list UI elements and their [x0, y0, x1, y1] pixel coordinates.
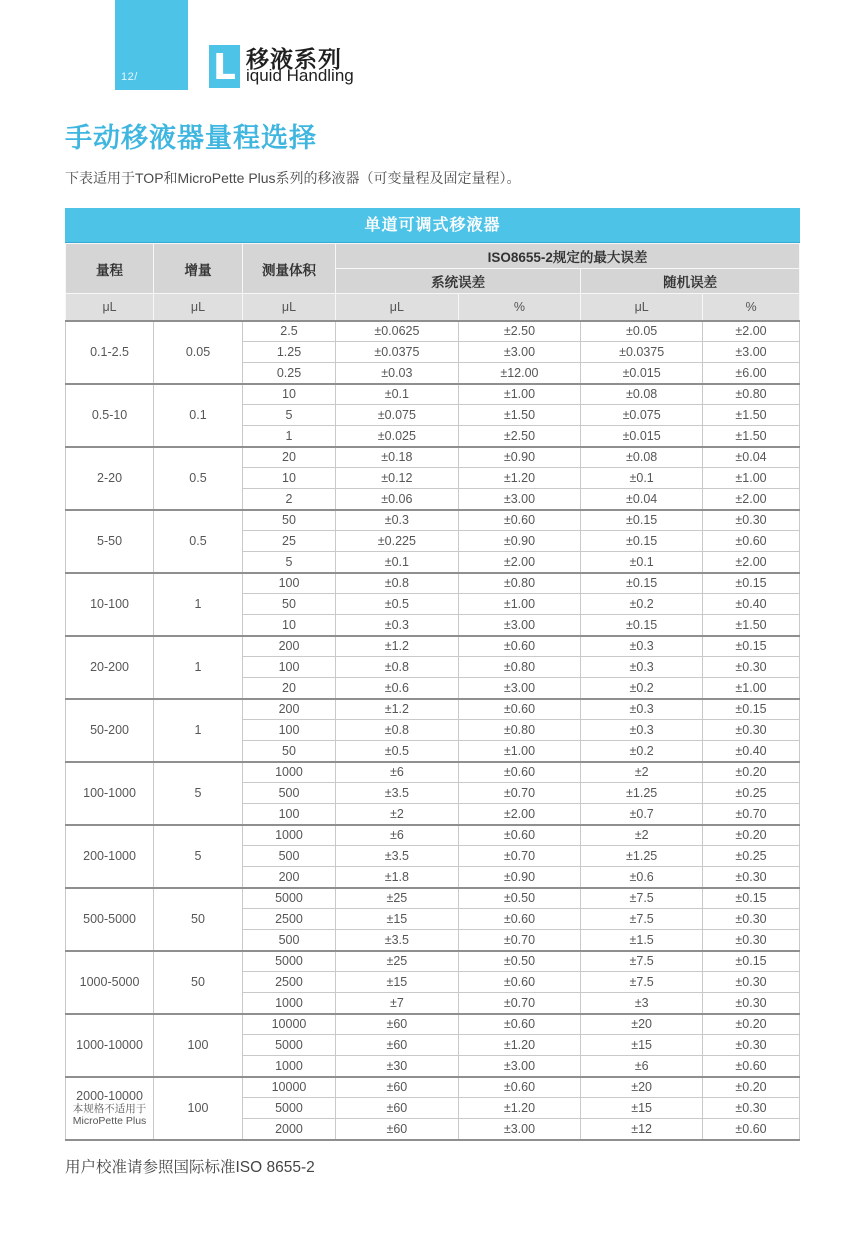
sys-error-ul-cell: ±0.03: [336, 363, 459, 384]
range-group: [66, 762, 800, 825]
sys-error-pct-cell: ±0.80: [458, 657, 581, 678]
sys-error-ul-cell: ±60: [336, 1014, 459, 1035]
sys-error-ul-cell: ±60: [336, 1035, 459, 1056]
volume-cell: 10: [242, 615, 335, 636]
sys-error-pct-cell: ±3.00: [458, 342, 581, 363]
sys-error-ul-cell: ±0.8: [336, 657, 459, 678]
sys-error-ul-cell: ±0.8: [336, 573, 459, 594]
sys-error-pct-cell: ±0.90: [458, 447, 581, 468]
series-title-cn: 移液系列: [246, 46, 342, 72]
sys-error-pct-cell: ±0.60: [458, 1014, 581, 1035]
rand-error-ul-cell: ±12: [581, 1119, 703, 1140]
sys-error-ul-cell: ±0.18: [336, 447, 459, 468]
rand-error-ul-cell: ±2: [581, 825, 703, 846]
table-row: [66, 321, 800, 342]
volume-cell: 10: [242, 384, 335, 405]
rand-error-ul-cell: ±20: [581, 1077, 703, 1098]
sys-error-pct-cell: ±0.70: [458, 783, 581, 804]
brand-logo-square: [115, 0, 188, 90]
range-cell: 0.5-10: [66, 384, 154, 447]
col-header-systematic: 系统误差: [336, 269, 581, 294]
rand-error-ul-cell: ±0.1: [581, 552, 703, 573]
rand-error-ul-cell: ±7.5: [581, 909, 703, 930]
series-title-en: iquid Handling: [246, 66, 354, 85]
rand-error-ul-cell: ±1.25: [581, 846, 703, 867]
rand-error-pct-cell: ±0.15: [703, 636, 800, 657]
range-group: [66, 699, 800, 762]
volume-cell: 50: [242, 594, 335, 615]
rand-error-pct-cell: ±0.15: [703, 888, 800, 909]
increment-cell: 1: [154, 573, 243, 636]
table-row: [66, 825, 800, 846]
sys-error-ul-cell: ±0.5: [336, 741, 459, 762]
increment-cell: 1: [154, 636, 243, 699]
volume-cell: 100: [242, 657, 335, 678]
rand-error-pct-cell: ±0.30: [703, 510, 800, 531]
rand-error-pct-cell: ±0.60: [703, 531, 800, 552]
unit-cell: %: [703, 294, 800, 321]
range-group: [66, 1077, 800, 1140]
sys-error-pct-cell: ±0.70: [458, 993, 581, 1014]
volume-cell: 20: [242, 447, 335, 468]
volume-cell: 500: [242, 846, 335, 867]
rand-error-pct-cell: ±0.80: [703, 384, 800, 405]
volume-cell: 0.25: [242, 363, 335, 384]
range-cell: 0.1-2.5: [66, 321, 154, 384]
rand-error-ul-cell: ±0.3: [581, 636, 703, 657]
rand-error-pct-cell: ±0.30: [703, 657, 800, 678]
rand-error-pct-cell: ±0.15: [703, 699, 800, 720]
spec-table-wrap: [65, 208, 800, 1141]
sys-error-pct-cell: ±0.60: [458, 972, 581, 993]
volume-cell: 50: [242, 510, 335, 531]
volume-cell: 200: [242, 867, 335, 888]
increment-cell: 0.05: [154, 321, 243, 384]
increment-cell: 0.5: [154, 447, 243, 510]
footer-note: 用户校准请参照国际标准ISO 8655-2: [65, 1158, 315, 1176]
increment-cell: 1: [154, 699, 243, 762]
rand-error-ul-cell: ±15: [581, 1035, 703, 1056]
increment-cell: 100: [154, 1077, 243, 1140]
rand-error-ul-cell: ±3: [581, 993, 703, 1014]
range-cell: 1000-10000: [66, 1014, 154, 1077]
header-row-1: [66, 244, 800, 269]
range-group: [66, 1014, 800, 1077]
sys-error-pct-cell: ±1.20: [458, 1098, 581, 1119]
sys-error-pct-cell: ±3.00: [458, 1056, 581, 1077]
range-cell: 10-100: [66, 573, 154, 636]
volume-cell: 200: [242, 699, 335, 720]
sys-error-pct-cell: ±1.20: [458, 1035, 581, 1056]
sys-error-pct-cell: ±2.00: [458, 804, 581, 825]
rand-error-pct-cell: ±1.50: [703, 615, 800, 636]
rand-error-pct-cell: ±0.70: [703, 804, 800, 825]
range-group: [66, 636, 800, 699]
page-number: 12/: [121, 71, 138, 83]
range-cell: 5-50: [66, 510, 154, 573]
sys-error-pct-cell: ±1.20: [458, 468, 581, 489]
table-row: [66, 888, 800, 909]
rand-error-ul-cell: ±0.075: [581, 405, 703, 426]
rand-error-ul-cell: ±1.5: [581, 930, 703, 951]
rand-error-pct-cell: ±0.20: [703, 762, 800, 783]
rand-error-pct-cell: ±2.00: [703, 321, 800, 342]
increment-cell: 5: [154, 825, 243, 888]
table-row: [66, 762, 800, 783]
rand-error-ul-cell: ±0.15: [581, 510, 703, 531]
increment-cell: 50: [154, 888, 243, 951]
sys-error-ul-cell: ±0.06: [336, 489, 459, 510]
range-group: [66, 510, 800, 573]
rand-error-pct-cell: ±0.40: [703, 741, 800, 762]
unit-cell: μL: [66, 294, 154, 321]
increment-cell: 0.1: [154, 384, 243, 447]
volume-cell: 5000: [242, 1098, 335, 1119]
brand-l-icon: [209, 45, 240, 88]
sys-error-pct-cell: ±0.60: [458, 510, 581, 531]
rand-error-ul-cell: ±7.5: [581, 888, 703, 909]
volume-cell: 1000: [242, 825, 335, 846]
range-group: [66, 321, 800, 384]
volume-cell: 2: [242, 489, 335, 510]
volume-cell: 25: [242, 531, 335, 552]
sys-error-pct-cell: ±12.00: [458, 363, 581, 384]
increment-cell: 50: [154, 951, 243, 1014]
range-cell: 50-200: [66, 699, 154, 762]
rand-error-pct-cell: ±0.04: [703, 447, 800, 468]
col-header-range: 量程: [66, 244, 154, 294]
rand-error-ul-cell: ±0.1: [581, 468, 703, 489]
rand-error-ul-cell: ±0.2: [581, 741, 703, 762]
rand-error-pct-cell: ±0.40: [703, 594, 800, 615]
sys-error-pct-cell: ±0.60: [458, 699, 581, 720]
table-row: [66, 636, 800, 657]
rand-error-ul-cell: ±0.3: [581, 720, 703, 741]
rand-error-pct-cell: ±0.30: [703, 1035, 800, 1056]
sys-error-ul-cell: ±15: [336, 972, 459, 993]
rand-error-pct-cell: ±0.60: [703, 1056, 800, 1077]
volume-cell: 2500: [242, 972, 335, 993]
range-cell: 500-5000: [66, 888, 154, 951]
rand-error-ul-cell: ±7.5: [581, 951, 703, 972]
brand-l-letter: L: [213, 47, 236, 88]
volume-cell: 10000: [242, 1014, 335, 1035]
rand-error-ul-cell: ±0.15: [581, 531, 703, 552]
sys-error-pct-cell: ±0.60: [458, 825, 581, 846]
table-row: [66, 510, 800, 531]
volume-cell: 20: [242, 678, 335, 699]
volume-cell: 100: [242, 720, 335, 741]
range-cell: 200-1000: [66, 825, 154, 888]
volume-cell: 500: [242, 783, 335, 804]
increment-cell: 100: [154, 1014, 243, 1077]
page-title: 手动移液器量程选择: [65, 123, 317, 153]
sys-error-ul-cell: ±2: [336, 804, 459, 825]
rand-error-ul-cell: ±0.08: [581, 384, 703, 405]
table-row: [66, 1077, 800, 1098]
sys-error-ul-cell: ±1.8: [336, 867, 459, 888]
rand-error-pct-cell: ±0.15: [703, 573, 800, 594]
units-row: [66, 294, 800, 321]
col-header-volume: 测量体积: [242, 244, 335, 294]
range-cell: 100-1000: [66, 762, 154, 825]
sys-error-ul-cell: ±0.075: [336, 405, 459, 426]
rand-error-pct-cell: ±0.30: [703, 720, 800, 741]
sys-error-ul-cell: ±0.6: [336, 678, 459, 699]
range-group: [66, 384, 800, 447]
rand-error-ul-cell: ±1.25: [581, 783, 703, 804]
sys-error-ul-cell: ±0.3: [336, 615, 459, 636]
rand-error-ul-cell: ±0.3: [581, 657, 703, 678]
sys-error-ul-cell: ±0.0625: [336, 321, 459, 342]
col-header-increment: 增量: [154, 244, 243, 294]
sys-error-ul-cell: ±60: [336, 1119, 459, 1140]
sys-error-ul-cell: ±0.5: [336, 594, 459, 615]
rand-error-pct-cell: ±0.30: [703, 972, 800, 993]
spec-table: [65, 243, 800, 1141]
range-cell: 2000-10000 本规格不适用于 MicroPette Plus: [66, 1077, 154, 1140]
sys-error-ul-cell: ±3.5: [336, 846, 459, 867]
range-cell: 20-200: [66, 636, 154, 699]
sys-error-ul-cell: ±60: [336, 1098, 459, 1119]
rand-error-pct-cell: ±2.00: [703, 489, 800, 510]
rand-error-ul-cell: ±0.6: [581, 867, 703, 888]
range-group: [66, 447, 800, 510]
sys-error-pct-cell: ±3.00: [458, 1119, 581, 1140]
sys-error-ul-cell: ±3.5: [336, 783, 459, 804]
sys-error-pct-cell: ±2.50: [458, 426, 581, 447]
table-row: [66, 699, 800, 720]
sys-error-pct-cell: ±3.00: [458, 678, 581, 699]
range-group: [66, 825, 800, 888]
increment-cell: 5: [154, 762, 243, 825]
rand-error-pct-cell: ±0.20: [703, 1077, 800, 1098]
range-cell: 2-20: [66, 447, 154, 510]
table-row: [66, 951, 800, 972]
unit-cell: %: [458, 294, 581, 321]
rand-error-pct-cell: ±6.00: [703, 363, 800, 384]
unit-cell: μL: [336, 294, 459, 321]
volume-cell: 5000: [242, 888, 335, 909]
volume-cell: 50: [242, 741, 335, 762]
sys-error-pct-cell: ±0.50: [458, 888, 581, 909]
volume-cell: 1.25: [242, 342, 335, 363]
sys-error-pct-cell: ±0.60: [458, 909, 581, 930]
rand-error-ul-cell: ±15: [581, 1098, 703, 1119]
sys-error-pct-cell: ±0.70: [458, 846, 581, 867]
sys-error-pct-cell: ±3.00: [458, 489, 581, 510]
rand-error-ul-cell: ±0.015: [581, 363, 703, 384]
rand-error-ul-cell: ±20: [581, 1014, 703, 1035]
unit-cell: μL: [581, 294, 703, 321]
sys-error-pct-cell: ±0.90: [458, 867, 581, 888]
increment-cell: 0.5: [154, 510, 243, 573]
rand-error-pct-cell: ±1.50: [703, 405, 800, 426]
rand-error-ul-cell: ±0.04: [581, 489, 703, 510]
sys-error-ul-cell: ±30: [336, 1056, 459, 1077]
table-row: [66, 1014, 800, 1035]
sys-error-pct-cell: ±1.50: [458, 405, 581, 426]
sys-error-ul-cell: ±0.225: [336, 531, 459, 552]
col-header-iso: ISO8655-2规定的最大误差: [336, 244, 800, 269]
sys-error-ul-cell: ±7: [336, 993, 459, 1014]
rand-error-pct-cell: ±0.30: [703, 867, 800, 888]
sys-error-pct-cell: ±0.70: [458, 930, 581, 951]
volume-cell: 10000: [242, 1077, 335, 1098]
rand-error-ul-cell: ±0.015: [581, 426, 703, 447]
sys-error-ul-cell: ±3.5: [336, 930, 459, 951]
rand-error-ul-cell: ±6: [581, 1056, 703, 1077]
range-cell: 1000-5000: [66, 951, 154, 1014]
unit-cell: μL: [242, 294, 335, 321]
volume-cell: 1000: [242, 1056, 335, 1077]
sys-error-pct-cell: ±0.60: [458, 1077, 581, 1098]
range-group: [66, 888, 800, 951]
sys-error-ul-cell: ±1.2: [336, 699, 459, 720]
sys-error-ul-cell: ±6: [336, 762, 459, 783]
rand-error-pct-cell: ±1.00: [703, 468, 800, 489]
rand-error-ul-cell: ±0.0375: [581, 342, 703, 363]
sys-error-ul-cell: ±0.025: [336, 426, 459, 447]
volume-cell: 1000: [242, 993, 335, 1014]
volume-cell: 1000: [242, 762, 335, 783]
sys-error-pct-cell: ±0.90: [458, 531, 581, 552]
volume-cell: 5000: [242, 951, 335, 972]
rand-error-ul-cell: ±0.15: [581, 573, 703, 594]
rand-error-pct-cell: ±0.30: [703, 930, 800, 951]
sys-error-ul-cell: ±0.8: [336, 720, 459, 741]
page-subtitle: 下表适用于TOP和MicroPette Plus系列的移液器（可变量程及固定量程）。: [65, 170, 521, 186]
rand-error-ul-cell: ±7.5: [581, 972, 703, 993]
rand-error-pct-cell: ±0.30: [703, 1098, 800, 1119]
rand-error-ul-cell: ±0.08: [581, 447, 703, 468]
rand-error-ul-cell: ±0.05: [581, 321, 703, 342]
volume-cell: 1: [242, 426, 335, 447]
volume-cell: 5000: [242, 1035, 335, 1056]
unit-cell: μL: [154, 294, 243, 321]
sys-error-pct-cell: ±0.60: [458, 636, 581, 657]
rand-error-pct-cell: ±0.25: [703, 846, 800, 867]
brand-header: [0, 0, 866, 90]
rand-error-ul-cell: ±2: [581, 762, 703, 783]
rand-error-pct-cell: ±0.60: [703, 1119, 800, 1140]
sys-error-ul-cell: ±25: [336, 951, 459, 972]
rand-error-pct-cell: ±0.30: [703, 993, 800, 1014]
sys-error-ul-cell: ±0.1: [336, 384, 459, 405]
range-group: [66, 573, 800, 636]
sys-error-ul-cell: ±25: [336, 888, 459, 909]
rand-error-ul-cell: ±0.3: [581, 699, 703, 720]
rand-error-ul-cell: ±0.2: [581, 594, 703, 615]
rand-error-pct-cell: ±2.00: [703, 552, 800, 573]
volume-cell: 200: [242, 636, 335, 657]
sys-error-ul-cell: ±60: [336, 1077, 459, 1098]
table-row: [66, 447, 800, 468]
sys-error-ul-cell: ±6: [336, 825, 459, 846]
sys-error-pct-cell: ±1.00: [458, 741, 581, 762]
sys-error-pct-cell: ±3.00: [458, 615, 581, 636]
table-caption: 单道可调式移液器: [65, 208, 800, 243]
volume-cell: 500: [242, 930, 335, 951]
sys-error-ul-cell: ±0.1: [336, 552, 459, 573]
rand-error-pct-cell: ±0.15: [703, 951, 800, 972]
rand-error-pct-cell: ±1.50: [703, 426, 800, 447]
volume-cell: 5: [242, 405, 335, 426]
rand-error-pct-cell: ±0.25: [703, 783, 800, 804]
volume-cell: 100: [242, 804, 335, 825]
volume-cell: 10: [242, 468, 335, 489]
rand-error-ul-cell: ±0.2: [581, 678, 703, 699]
table-row: [66, 573, 800, 594]
col-header-random: 随机误差: [581, 269, 800, 294]
sys-error-pct-cell: ±1.00: [458, 594, 581, 615]
sys-error-pct-cell: ±2.00: [458, 552, 581, 573]
sys-error-pct-cell: ±1.00: [458, 384, 581, 405]
rand-error-pct-cell: ±0.30: [703, 909, 800, 930]
rand-error-ul-cell: ±0.7: [581, 804, 703, 825]
volume-cell: 2500: [242, 909, 335, 930]
sys-error-ul-cell: ±15: [336, 909, 459, 930]
volume-cell: 2000: [242, 1119, 335, 1140]
rand-error-pct-cell: ±0.20: [703, 1014, 800, 1035]
sys-error-ul-cell: ±1.2: [336, 636, 459, 657]
rand-error-pct-cell: ±3.00: [703, 342, 800, 363]
volume-cell: 5: [242, 552, 335, 573]
rand-error-ul-cell: ±0.15: [581, 615, 703, 636]
sys-error-pct-cell: ±2.50: [458, 321, 581, 342]
sys-error-ul-cell: ±0.3: [336, 510, 459, 531]
sys-error-ul-cell: ±0.0375: [336, 342, 459, 363]
rand-error-pct-cell: ±0.20: [703, 825, 800, 846]
volume-cell: 2.5: [242, 321, 335, 342]
table-row: [66, 384, 800, 405]
sys-error-pct-cell: ±0.80: [458, 573, 581, 594]
sys-error-pct-cell: ±0.80: [458, 720, 581, 741]
range-group: [66, 951, 800, 1014]
sys-error-pct-cell: ±0.60: [458, 762, 581, 783]
sys-error-ul-cell: ±0.12: [336, 468, 459, 489]
rand-error-pct-cell: ±1.00: [703, 678, 800, 699]
volume-cell: 100: [242, 573, 335, 594]
sys-error-pct-cell: ±0.50: [458, 951, 581, 972]
table-header: [66, 244, 800, 321]
